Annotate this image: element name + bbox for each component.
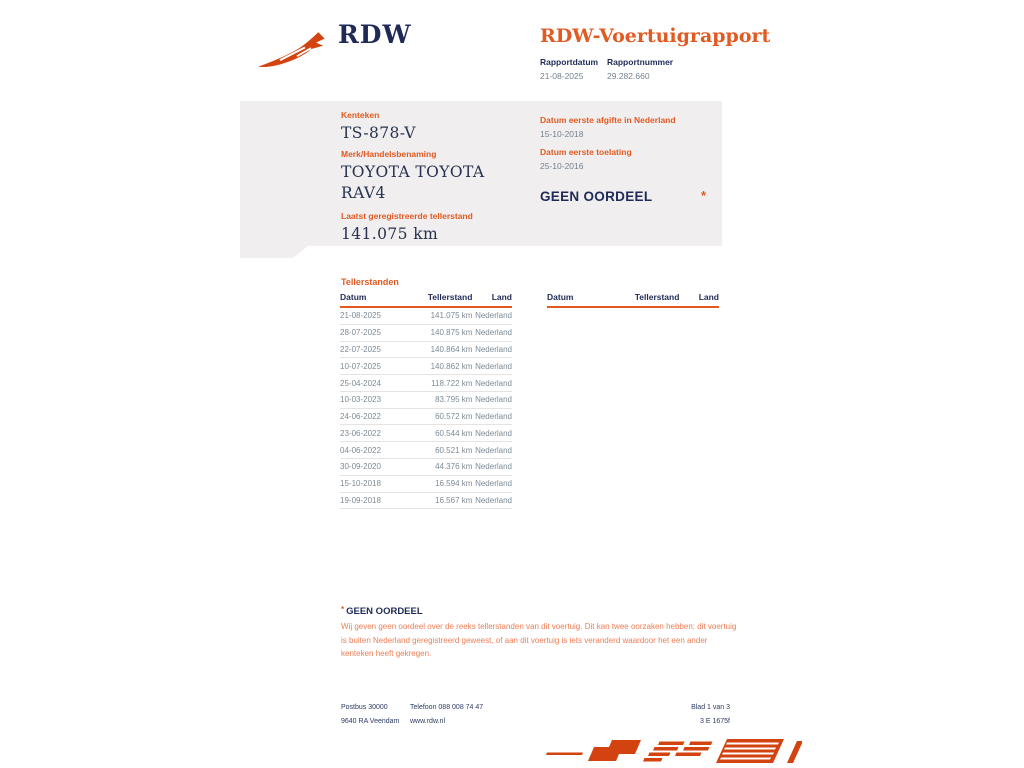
kenteken-field bbox=[341, 110, 416, 144]
merk-field bbox=[341, 149, 484, 204]
table-row bbox=[340, 442, 512, 459]
table-cell: 23-06-2022 bbox=[340, 425, 409, 442]
table-header-row bbox=[547, 290, 719, 307]
table-row bbox=[340, 324, 512, 341]
kenteken-value: TS-878-V bbox=[341, 124, 416, 142]
table-cell: 28-07-2025 bbox=[340, 324, 409, 341]
tellerstand-value: 141.075 km bbox=[341, 225, 439, 243]
table-cell: 21-08-2025 bbox=[340, 307, 409, 324]
rdw-wing-graphic bbox=[540, 736, 802, 767]
column-header-tellerstand: Tellerstand bbox=[409, 290, 473, 307]
table-header-row bbox=[340, 290, 512, 307]
table-cell: 83.795 km bbox=[409, 391, 473, 408]
table-cell: 118.722 km bbox=[409, 375, 473, 392]
toelating-label: Datum eerste toelating bbox=[540, 147, 632, 157]
table-row bbox=[340, 341, 512, 358]
table-cell: Nederland bbox=[472, 358, 512, 375]
column-header-datum: Datum bbox=[340, 290, 409, 307]
column-header-tellerstand: Tellerstand bbox=[616, 290, 680, 307]
toelating-value: 25-10-2016 bbox=[540, 161, 584, 171]
report-date-value: 21-08-2025 bbox=[540, 71, 584, 81]
merk-value-line1: TOYOTA TOYOTA bbox=[341, 163, 485, 181]
afgifte-field bbox=[540, 115, 676, 139]
table-row bbox=[340, 375, 512, 392]
table-cell: 19-09-2018 bbox=[340, 492, 409, 509]
table-row bbox=[340, 459, 512, 476]
table-cell: 24-06-2022 bbox=[340, 408, 409, 425]
report-date-label: Rapportdatum bbox=[540, 57, 599, 67]
rdw-bird-logo-icon bbox=[256, 29, 334, 69]
table-cell: 60.521 km bbox=[409, 442, 473, 459]
table-cell: Nederland bbox=[472, 442, 512, 459]
table-row bbox=[340, 391, 512, 408]
table-row bbox=[340, 475, 512, 492]
footer-address-line1: Postbus 30000 bbox=[341, 704, 388, 711]
column-header-land: Land bbox=[679, 290, 719, 307]
footnote-asterisk: * bbox=[341, 605, 345, 614]
table-cell: Nederland bbox=[472, 408, 512, 425]
table-cell: 25-04-2024 bbox=[340, 375, 409, 392]
page-title: RDW-Voertuigrapport bbox=[540, 25, 771, 47]
footnote-heading bbox=[341, 605, 423, 617]
table-cell: 16.594 km bbox=[409, 475, 473, 492]
footer-contact bbox=[410, 701, 483, 729]
report-number-value: 29.282.660 bbox=[607, 71, 650, 81]
table-cell: Nederland bbox=[472, 307, 512, 324]
table-cell: 15-10-2018 bbox=[340, 475, 409, 492]
afgifte-label: Datum eerste afgifte in Nederland bbox=[540, 115, 676, 125]
table-cell: Nederland bbox=[472, 341, 512, 358]
table-cell: 10-03-2023 bbox=[340, 391, 409, 408]
footer-address-line2: 9640 RA Veendam bbox=[341, 718, 400, 725]
table-cell: Nederland bbox=[472, 425, 512, 442]
toelating-field bbox=[540, 147, 632, 171]
table-cell: Nederland bbox=[472, 324, 512, 341]
table-row bbox=[340, 408, 512, 425]
table-row bbox=[340, 492, 512, 509]
footer-address bbox=[341, 701, 399, 729]
footnote-text: Wij geven geen oordeel over de reeks tellerstanden van dit voertuig. Dit kan twee oorzaken hebben: dit voertuig is buiten Nederland geregistreerd geweest, of aan dit voertuig is iets veranderd waardoor het een ander kenteken heeft gekregen. bbox=[341, 622, 737, 659]
table-row bbox=[340, 307, 512, 324]
table-cell: Nederland bbox=[472, 459, 512, 476]
table-cell: 140.864 km bbox=[409, 341, 473, 358]
footer-form-code: 3 E 1675f bbox=[700, 718, 730, 725]
column-header-land: Land bbox=[472, 290, 512, 307]
report-date-block bbox=[540, 57, 598, 81]
footnote-title: GEEN OORDEEL bbox=[346, 606, 423, 617]
merk-label: Merk/Handelsbenaming bbox=[341, 149, 437, 159]
footer-pagination bbox=[620, 701, 730, 729]
table-cell: 10-07-2025 bbox=[340, 358, 409, 375]
table-cell: 44.376 km bbox=[409, 459, 473, 476]
table-cell: 60.572 km bbox=[409, 408, 473, 425]
merk-value-line2: RAV4 bbox=[341, 184, 386, 202]
footer-page-indicator: Blad 1 van 3 bbox=[691, 704, 730, 711]
table-cell: Nederland bbox=[472, 375, 512, 392]
table-cell: Nederland bbox=[472, 475, 512, 492]
column-header-datum: Datum bbox=[547, 290, 616, 307]
oordeel-status: GEEN OORDEEL bbox=[540, 189, 653, 204]
tellerstand-field bbox=[341, 211, 473, 245]
table-cell: 30-09-2020 bbox=[340, 459, 409, 476]
report-number-label: Rapportnummer bbox=[607, 57, 674, 67]
tellerstanden-title: Tellerstanden bbox=[341, 277, 399, 287]
tellerstanden-table-right bbox=[547, 290, 719, 308]
table-cell: 22-07-2025 bbox=[340, 341, 409, 358]
summary-box-corner-tab bbox=[240, 246, 308, 258]
table-cell: Nederland bbox=[472, 492, 512, 509]
report-number-block bbox=[607, 57, 673, 81]
table-cell: 04-06-2022 bbox=[340, 442, 409, 459]
table-cell: Nederland bbox=[472, 391, 512, 408]
table-row bbox=[340, 425, 512, 442]
table-cell: 141.075 km bbox=[409, 307, 473, 324]
table-row bbox=[340, 358, 512, 375]
footer-phone: Telefoon 088 008 74 47 bbox=[410, 704, 484, 711]
rdw-logo-text: RDW bbox=[338, 20, 412, 49]
table-cell: 16.567 km bbox=[409, 492, 473, 509]
footer-website-link[interactable]: www.rdw.nl bbox=[410, 718, 446, 725]
kenteken-label: Kenteken bbox=[341, 110, 380, 120]
oordeel-asterisk: * bbox=[701, 188, 707, 203]
table-cell: 140.862 km bbox=[409, 358, 473, 375]
afgifte-value: 15-10-2018 bbox=[540, 129, 584, 139]
table-cell: 140.875 km bbox=[409, 324, 473, 341]
table-cell: 60.544 km bbox=[409, 425, 473, 442]
tellerstand-label: Laatst geregistreerde tellerstand bbox=[341, 211, 473, 221]
tellerstanden-table-left bbox=[340, 290, 512, 509]
